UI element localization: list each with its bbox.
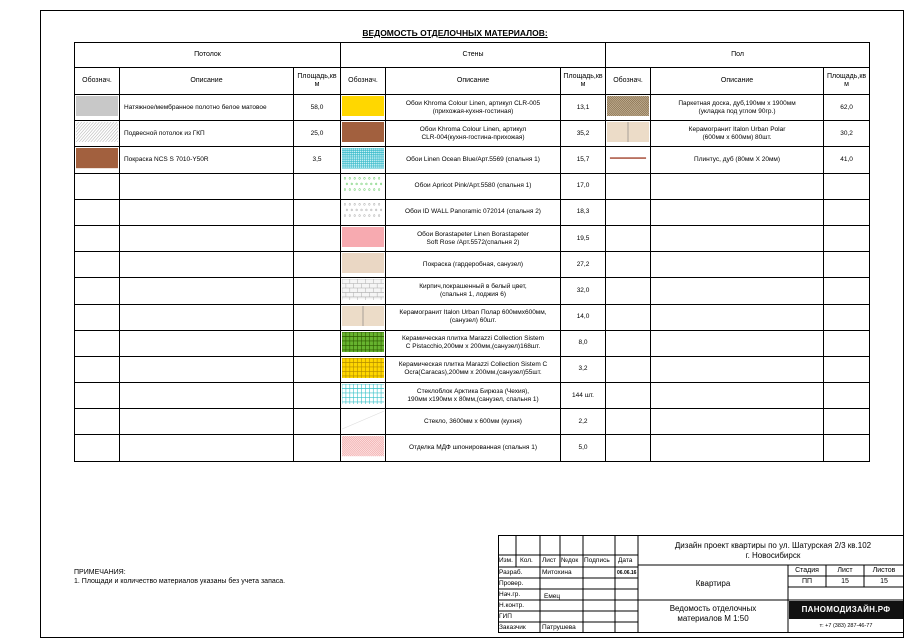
material-swatch — [342, 306, 384, 326]
material-swatch-cell — [75, 121, 120, 147]
empty-cell — [606, 173, 651, 199]
empty-cell — [651, 199, 824, 225]
empty-cell — [294, 252, 341, 278]
table-row — [75, 121, 870, 147]
col-desc-header: Описание — [386, 68, 561, 95]
table-row — [75, 304, 870, 330]
hdr-ndok: №док — [561, 557, 579, 564]
material-desc: Керамическая плитка Marazzi Collection Sistem C Pistacchio,200мм x 200мм,(санузел)168шт. — [386, 330, 561, 356]
empty-cell — [294, 278, 341, 304]
empty-cell — [120, 435, 294, 461]
material-area: 17,0 — [561, 173, 606, 199]
material-swatch — [342, 279, 384, 299]
material-swatch-cell — [341, 356, 386, 382]
material-swatch-cell — [75, 95, 120, 121]
material-desc: Керамическая плитка Marazzi Collection Sistem C Ocra(Caracas),200мм x 200мм,(санузел)55шт. — [386, 356, 561, 382]
notes-heading: ПРИМЕЧАНИЯ: — [74, 569, 126, 576]
section-header: Пол — [606, 43, 870, 68]
table-row — [75, 225, 870, 251]
material-swatch-cell — [75, 147, 120, 173]
empty-cell — [75, 383, 120, 409]
material-desc: Покраска (гардеробная, санузел) — [386, 252, 561, 278]
empty-cell — [824, 330, 870, 356]
material-swatch-cell — [341, 304, 386, 330]
material-swatch — [342, 175, 384, 195]
company-phone: т: +7 (383) 287-46-77 — [819, 623, 873, 629]
material-area: 13,1 — [561, 95, 606, 121]
empty-cell — [606, 278, 651, 304]
material-swatch-cell — [341, 173, 386, 199]
empty-cell — [824, 383, 870, 409]
empty-cell — [75, 409, 120, 435]
material-desc: Покраска NCS S 7010-Y50R — [120, 147, 294, 173]
col-code-header: Обознач. — [75, 68, 120, 95]
empty-cell — [294, 409, 341, 435]
hdr-data: Дата — [618, 557, 633, 564]
col-code-header: Обознач. — [606, 68, 651, 95]
empty-cell — [651, 330, 824, 356]
material-swatch-cell — [341, 252, 386, 278]
material-area: 18,3 — [561, 199, 606, 225]
table-row — [75, 252, 870, 278]
col-code-header: Обознач. — [341, 68, 386, 95]
empty-cell — [824, 409, 870, 435]
company-logo: ПАНОМОДИЗАЙН.РФ — [801, 605, 891, 614]
empty-cell — [120, 304, 294, 330]
val-date: 06.06.16 — [617, 570, 637, 576]
col-area-header: Площадь,кв м — [561, 68, 606, 95]
empty-cell — [824, 173, 870, 199]
material-swatch — [342, 436, 384, 456]
material-swatch — [342, 384, 384, 404]
empty-cell — [824, 356, 870, 382]
hdr-stadia: Стадия — [795, 567, 819, 574]
material-area: 14,0 — [561, 304, 606, 330]
empty-cell — [120, 278, 294, 304]
material-area: 144 шт. — [561, 383, 606, 409]
material-swatch — [342, 227, 384, 247]
hdr-izm: Изм. — [499, 557, 513, 564]
table-row — [75, 356, 870, 382]
empty-cell — [120, 199, 294, 225]
material-swatch — [342, 122, 384, 142]
empty-cell — [606, 252, 651, 278]
empty-cell — [294, 356, 341, 382]
material-swatch — [342, 201, 384, 221]
empty-cell — [651, 173, 824, 199]
material-swatch — [342, 96, 384, 116]
sheet-title: Ведомость отделочных материалов М 1:50 — [669, 604, 757, 623]
material-area: 5,0 — [561, 435, 606, 461]
row-nach: Нач.гр. — [499, 591, 521, 598]
empty-cell — [606, 383, 651, 409]
page-title: ВЕДОМОСТЬ ОТДЕЛОЧНЫХ МАТЕРИАЛОВ: — [362, 28, 548, 38]
val-sheet: 15 — [841, 578, 849, 585]
material-swatch-cell — [606, 121, 651, 147]
material-desc: Паркетная доска, дуб,190мм x 1900мм (укладка под углом 90гр.) — [651, 95, 824, 121]
material-area: 62,0 — [824, 95, 870, 121]
empty-cell — [120, 173, 294, 199]
empty-cell — [294, 330, 341, 356]
empty-cell — [651, 252, 824, 278]
empty-cell — [606, 330, 651, 356]
val-sheets: 15 — [880, 578, 888, 585]
row-zakaz: Заказчик — [499, 624, 526, 631]
material-desc: Керамогранит Italon Urban Полар 600ммх600мм, (санузел) 60шт. — [386, 304, 561, 330]
title-block — [498, 535, 904, 633]
empty-cell — [120, 356, 294, 382]
material-swatch-cell — [341, 435, 386, 461]
material-area: 58,0 — [294, 95, 341, 121]
material-swatch — [76, 148, 118, 168]
hdr-list: Лист — [542, 557, 557, 564]
material-area: 27,2 — [561, 252, 606, 278]
empty-cell — [75, 435, 120, 461]
empty-cell — [651, 435, 824, 461]
project-city: г. Новосибирск — [745, 551, 801, 560]
material-desc: Подвесной потолок из ГКП — [120, 121, 294, 147]
empty-cell — [294, 225, 341, 251]
empty-cell — [651, 278, 824, 304]
material-area: 35,2 — [561, 121, 606, 147]
material-swatch — [607, 122, 649, 142]
material-desc: Керамогранит Italon Urban Polar (600мм x 600мм) 80шт. — [651, 121, 824, 147]
hdr-sheets: Листов — [872, 567, 896, 574]
empty-cell — [294, 199, 341, 225]
material-desc: Обои Linen Ocean Blue/Арт.5569 (спальня 1) — [386, 147, 561, 173]
material-swatch — [607, 96, 649, 116]
material-area: 25,0 — [294, 121, 341, 147]
material-swatch — [342, 148, 384, 168]
col-desc-header: Описание — [651, 68, 824, 95]
empty-cell — [75, 330, 120, 356]
material-swatch-cell — [606, 147, 651, 173]
object-name: Квартира — [695, 579, 731, 588]
table-row — [75, 278, 870, 304]
empty-cell — [120, 383, 294, 409]
material-desc: Натяжное/мембранное полотно белое матовое — [120, 95, 294, 121]
empty-cell — [651, 383, 824, 409]
hdr-podpis: Подпись — [584, 557, 610, 564]
val-zakaz: Патрушева — [542, 624, 576, 631]
val-razrab: Митохина — [542, 569, 572, 576]
table-row — [75, 199, 870, 225]
material-area: 30,2 — [824, 121, 870, 147]
empty-cell — [651, 304, 824, 330]
empty-cell — [120, 252, 294, 278]
val-stadia: ПП — [801, 578, 813, 585]
notes-line: 1. Площади и количество материалов указаны без учета запаса. — [74, 578, 286, 585]
empty-cell — [75, 225, 120, 251]
project-name: Дизайн проект квартиры по ул. Шатурская 2/3 кв.102 — [674, 541, 872, 550]
material-swatch-cell — [341, 95, 386, 121]
empty-cell — [651, 409, 824, 435]
material-desc: Стеклоблок Арктика Бирюза (Чехия), 190мм х190мм х 80мм,(санузел, спальня 1) — [386, 383, 561, 409]
notes — [74, 568, 285, 586]
material-desc: Обои ID WALL Panoramic 072014 (спальня 2) — [386, 199, 561, 225]
material-desc: Стекло, 3600мм x 600мм (кухня) — [386, 409, 561, 435]
empty-cell — [606, 435, 651, 461]
empty-cell — [75, 304, 120, 330]
material-swatch-cell — [341, 383, 386, 409]
table-row — [75, 95, 870, 121]
material-swatch-cell — [341, 121, 386, 147]
material-area: 19,5 — [561, 225, 606, 251]
empty-cell — [606, 356, 651, 382]
material-swatch — [342, 332, 384, 352]
material-area: 32,0 — [561, 278, 606, 304]
material-desc: Плинтус, дуб (80мм Х 20мм) — [651, 147, 824, 173]
column-header-row — [75, 68, 870, 95]
empty-cell — [294, 304, 341, 330]
material-area: 3,5 — [294, 147, 341, 173]
empty-cell — [75, 356, 120, 382]
material-swatch — [76, 122, 118, 142]
materials-table — [74, 42, 870, 462]
empty-cell — [824, 199, 870, 225]
empty-cell — [824, 435, 870, 461]
empty-cell — [294, 383, 341, 409]
material-swatch — [76, 96, 118, 116]
material-swatch-cell — [341, 147, 386, 173]
material-swatch-cell — [341, 278, 386, 304]
material-swatch — [607, 148, 649, 168]
empty-cell — [120, 409, 294, 435]
row-gip: ГИП — [499, 613, 512, 620]
empty-cell — [824, 278, 870, 304]
material-swatch-cell — [606, 95, 651, 121]
material-desc: Кирпич,покрашенный в белый цвет, (спальня 1, лоджия 6) — [386, 278, 561, 304]
table-row — [75, 409, 870, 435]
empty-cell — [294, 173, 341, 199]
empty-cell — [824, 304, 870, 330]
section-header-row — [75, 43, 870, 68]
row-prover: Провер. — [499, 580, 524, 587]
empty-cell — [606, 304, 651, 330]
material-swatch-cell — [341, 409, 386, 435]
material-swatch — [342, 410, 384, 430]
empty-cell — [75, 173, 120, 199]
table-row — [75, 330, 870, 356]
material-swatch-cell — [341, 225, 386, 251]
material-area: 15,7 — [561, 147, 606, 173]
empty-cell — [120, 225, 294, 251]
empty-cell — [606, 199, 651, 225]
hdr-sheet: Лист — [837, 567, 853, 574]
table-row — [75, 383, 870, 409]
table-row — [75, 173, 870, 199]
hdr-kol: Кол. — [520, 557, 533, 564]
empty-cell — [824, 225, 870, 251]
section-header: Потолок — [75, 43, 341, 68]
material-desc: Обои Apricot Pink/Арт.5580 (спальня 1) — [386, 173, 561, 199]
table-row — [75, 147, 870, 173]
material-area: 3,2 — [561, 356, 606, 382]
empty-cell — [606, 409, 651, 435]
material-desc: Обои Khroma Colour Linen, артикул CLR-005 (прихожая-кухня-гостиная) — [386, 95, 561, 121]
table-row — [75, 435, 870, 461]
material-area: 2,2 — [561, 409, 606, 435]
material-swatch — [342, 253, 384, 273]
empty-cell — [651, 356, 824, 382]
material-swatch-cell — [341, 330, 386, 356]
material-swatch — [342, 358, 384, 378]
col-area-header: Площадь,кв м — [294, 68, 341, 95]
empty-cell — [120, 330, 294, 356]
col-area-header: Площадь,кв м — [824, 68, 870, 95]
material-swatch-cell — [341, 199, 386, 225]
empty-cell — [294, 435, 341, 461]
row-nkontr: Н.контр. — [499, 602, 525, 609]
empty-cell — [75, 278, 120, 304]
empty-cell — [75, 199, 120, 225]
empty-cell — [75, 252, 120, 278]
material-area: 41,0 — [824, 147, 870, 173]
material-desc: Обои Borastapeter Linen Borastapeter Soft Rose /Арт.5572(спальня 2) — [386, 225, 561, 251]
col-desc-header: Описание — [120, 68, 294, 95]
empty-cell — [651, 225, 824, 251]
material-desc: Отделка МДФ шпонированная (спальня 1) — [386, 435, 561, 461]
row-razrab: Разраб. — [499, 569, 523, 576]
empty-cell — [606, 225, 651, 251]
material-area: 8,0 — [561, 330, 606, 356]
val-nach: Емец — [544, 593, 561, 600]
section-header: Стены — [341, 43, 606, 68]
material-desc: Обои Khroma Colour Linen, артикул CLR-004(кухня-гостина-прихожая) — [386, 121, 561, 147]
empty-cell — [824, 252, 870, 278]
